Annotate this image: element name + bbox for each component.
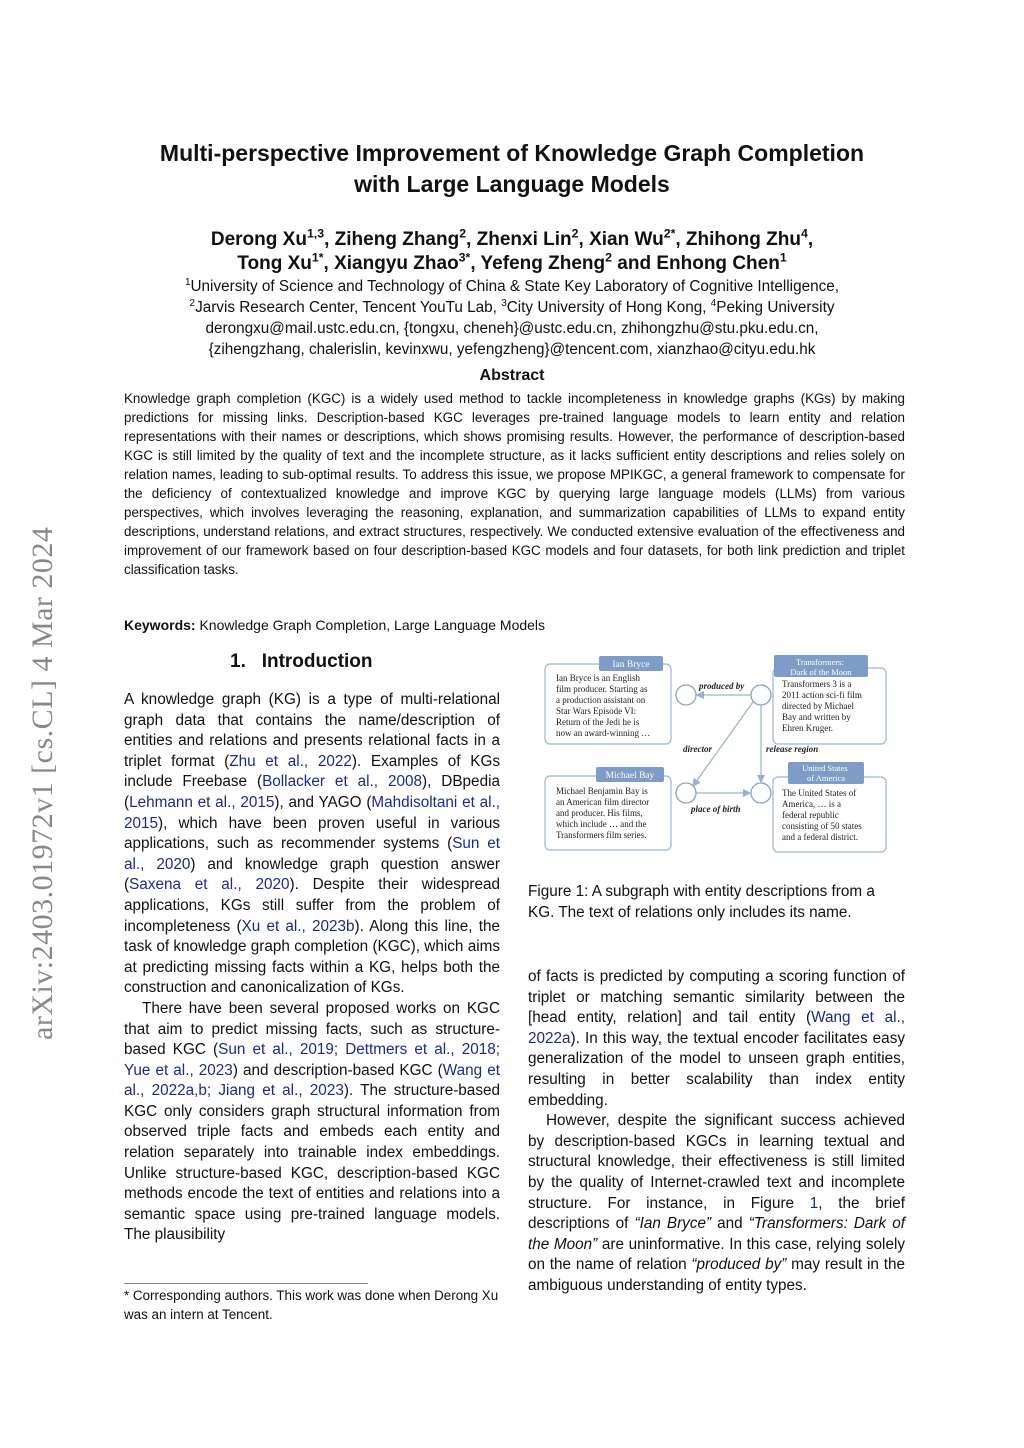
- node-transformers: [751, 685, 771, 705]
- intro-paragraph-2: There have been several proposed works on KGC that aim to predict missing facts, such as structure-based KGC (Sun et al., 2019; Dettmers et al., 2018; Yue et al., 2023) and description-based KGC (Wang et al., 2022a,b; Jiang et al., 2023). The structure-based KGC only considers graph structural information from observed triple facts and embeds each entity and relation separately into trainable index embeddings. Unlike structure-based KGC, description-based KGC methods encode the text of entities and relations into a semantic space using pre-trained language models. The plausibility: [124, 999, 501, 1244]
- citation-link[interactable]: Wang et al., 2022a,b; Jiang et al., 2023: [124, 1061, 500, 1100]
- entity-desc-ian-bryce: Ian Bryce is an English film producer. Starting as a production assistant on Star Wars Episode VI: Return of the Jedi he is now an award-winning …: [556, 673, 651, 738]
- affiliation-line-2: $^2$Jarvis Research Center, Tencent YouTu Lab, $^3$City University of Hong Kong, $^4$Peking University: [189, 297, 835, 316]
- citation-link[interactable]: Wang et al., 2022a: [528, 1009, 905, 1047]
- left-column: [124, 690, 500, 1246]
- citation-link[interactable]: Sun et al., 2020: [124, 835, 500, 873]
- author-line-2: Tong $Xu^{1*}$, Xiangyu Zhao$^{3*}$, Yefeng Zheng$^2$ and Enhong Chen$^1$: [237, 250, 787, 274]
- affiliations: [90, 276, 934, 360]
- entity-desc-transformers: Transformers 3 is a 2011 action sci-fi film directed by Michael Bay and written by Ehren Kruger.: [782, 679, 862, 733]
- entity-desc-michael-bay: Michael Benjamin Bay is an American film director and producer. His films, which include … and the Transformers film series.: [556, 786, 650, 840]
- figure-1-caption: Figure 1: A subgraph with entity descriptions from a KG. The text of relations only includes its name.: [528, 883, 875, 921]
- citation-link[interactable]: Saxena et al., 2020: [129, 876, 290, 894]
- relation-place-of-birth: place of birth: [691, 804, 741, 814]
- relation-produced-by: produced by: [699, 681, 745, 691]
- citation-link[interactable]: Mahdisoltani et al., 2015: [124, 793, 500, 832]
- citation-link[interactable]: Zhu et al., 2022: [229, 752, 352, 770]
- email-line-1: derongxu@mail.ustc.edu.cn, {tongxu, cheneh}@ustc.edu.cn, zhihongzhu@stu.pku.edu.cn,: [205, 320, 819, 337]
- title-line-2: with Large Language Models: [354, 171, 670, 197]
- entity-label-michael-bay: Michael Bay: [605, 771, 655, 781]
- abstract-heading: Abstract: [479, 367, 545, 384]
- email-line-2: {zihengzhang, chalerislin, kevinxwu, yefengzheng}@tencent.com, xianzhao@cityu.edu.hk: [208, 341, 816, 358]
- section-heading-introduction: [230, 651, 373, 673]
- author-line-1: Derong Xu$^{1,3}$, Ziheng Zhang$^2$, Zhenxi Lin$^2$, Xian $Wu^{2*}$, Zhihong Zhu$^4$,: [210, 226, 814, 250]
- citation-link[interactable]: Bollacker et al., 2008: [262, 773, 423, 791]
- paper-title: [90, 138, 934, 200]
- relation-director: director: [683, 744, 712, 754]
- right-paragraph-1: of facts is predicted by computing a scoring function of triplet or matching semantic similarity between the [head entity, relation] and tail entity (Wang et al., 2022a). In this way, the textual encoder facilitates easy generalization of the model to unseen graph entities, resulting in better scalability than index entity embedding.: [528, 968, 905, 1109]
- right-paragraph-2: However, despite the significant success achieved by description-based KGCs in learning textual and structural knowledge, their effectiveness is still limited by the quality of Internet-crawled text and incomplete structure. For instance, in Figure 1, the brief descriptions of “Ian Bryce” and “Transformers: Dark of the Moon” are uninformative. In this case, relying solely on the name of relation “produced by” may result in the ambiguous understanding of entity types.: [528, 1112, 906, 1294]
- citation-link[interactable]: Lehmann et al., 2015: [129, 793, 275, 811]
- section-title: Introduction: [261, 651, 373, 672]
- entity-label-transformers: Transformers: Dark of the Moon: [790, 657, 852, 677]
- citation-link[interactable]: Sun et al., 2019; Dettmers et al., 2018; Yue et al., 2023: [124, 1041, 501, 1079]
- arxiv-sidebar-id: arXiv:2403.01972v1 [cs.CL] 4 Mar 2024: [26, 526, 59, 1040]
- keywords: [124, 617, 905, 633]
- footnote: * Corresponding authors. This work was done when Derong Xu was an intern at Tencent.: [124, 1288, 499, 1322]
- abstract-text: Knowledge graph completion (KGC) is a widely used method to tackle incompleteness in knowledge graphs (KGs) by making predictions for missing links. Description-based KGC leverages pre-trained language models to learn entity and relation representations with their names or descriptions, which shows promising results. However, the performance of description-based KGC is still limited by the quality of text and the incomplete structure, as it lacks sufficient entity descriptions and relies solely on relation names, leading to sub-optimal results. To address this issue, we propose MPIKGC, a general framework to compensate for the deficiency of contextualized knowledge and improve KGC by querying large language models (LLMs) from various perspectives, which involves leveraging the reasoning, explanation, and summarization capabilities of LLMs to expand entity descriptions, understand relations, and extract structures, respectively. We conducted extensive evaluation of the effectiveness and improvement of our framework based on four description-based KGC models and four datasets, for both link prediction and triplet classification tasks.: [124, 391, 905, 577]
- entity-label-usa: United States of America: [802, 763, 848, 783]
- section-number: 1.: [230, 651, 246, 672]
- figure-1-diagram: [540, 652, 900, 862]
- citation-link[interactable]: Xu et al., 2023b: [241, 917, 355, 935]
- footnote-divider: [124, 1283, 368, 1284]
- keywords-text: Knowledge Graph Completion, Large Language Models: [199, 617, 546, 633]
- author-list: [90, 228, 934, 276]
- relation-release-region: release region: [766, 744, 819, 754]
- affiliation-line-1: $^1$University of Science and Technology of China & State Key Laboratory of Cognitive Intelligence,: [184, 276, 840, 295]
- node-usa: [751, 783, 771, 803]
- entity-label-ian-bryce: Ian Bryce: [612, 660, 650, 670]
- entity-desc-usa: The United States of America, … is a federal republic consisting of 50 states and a federal district.: [782, 788, 862, 842]
- keywords-label: Keywords:: [124, 617, 196, 633]
- node-ian-bryce: [676, 685, 696, 705]
- right-column: [528, 967, 905, 1297]
- title-line-1: Multi-perspective Improvement of Knowledge Graph Completion: [159, 140, 865, 166]
- intro-paragraph-1: A knowledge graph (KG) is a type of multi-relational graph data that contains the name/description of entities and relations and presents relational facts in a triplet format (Zhu et al., 2022). Examples of KGs include Freebase (Bollacker et al., 2008), DBpedia (Lehmann et al., 2015), and YAGO (Mahdisoltani et al., 2015), which have been proven useful in various applications, such as recommender systems (Sun et al., 2020) and knowledge graph question answer (Saxena et al., 2020). Despite their widespread applications, KGs still suffer from the problem of incompleteness (Xu et al., 2023b). Along this line, the task of knowledge graph completion (KGC), which aims at predicting missing facts within a KG, helps both the construction and canonicalization of KGs.: [124, 691, 501, 997]
- figure-reference-link[interactable]: 1: [809, 1194, 819, 1212]
